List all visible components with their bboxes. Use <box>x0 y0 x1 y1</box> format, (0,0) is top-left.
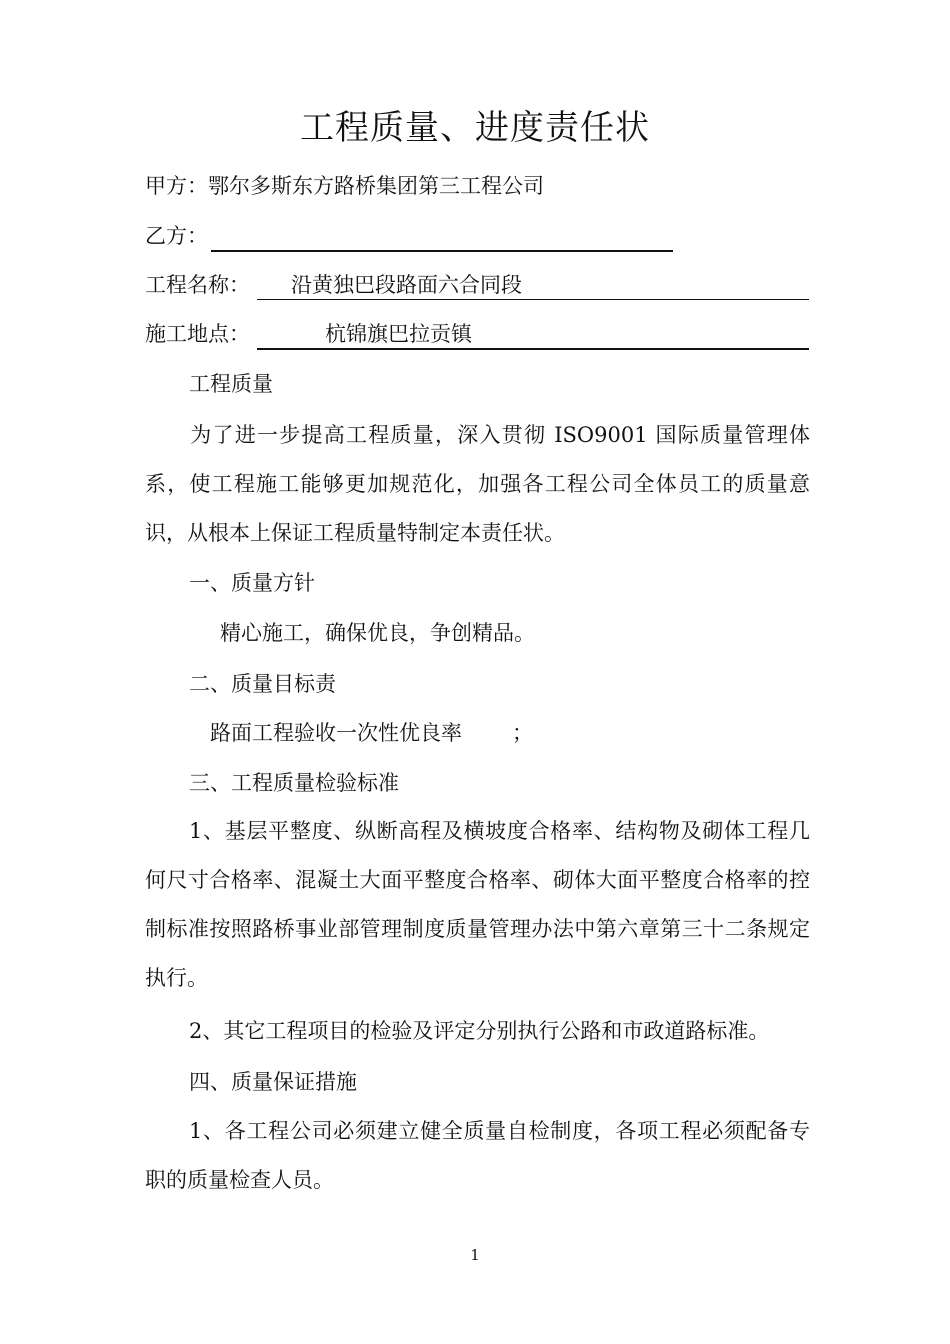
measures-item-1 <box>145 1107 810 1205</box>
party-b-label: 乙方： <box>145 224 208 248</box>
intro-paragraph-text: 为了进一步提高工程质量，深入贯彻 ISO9001 国际质量管理体系，使工程施工能够更加规范化，加强各工程公司全体员工的质量意识，从根本上保证工程质量特制定本责任状。 <box>145 423 810 545</box>
policy-text: 精心施工，确保优良，争创精品。 <box>220 621 535 645</box>
party-b-row <box>145 222 685 252</box>
party-b-blank-line <box>211 222 673 252</box>
measures-heading: 四、质量保证措施 <box>189 1070 357 1094</box>
party-a-value: 鄂尔多斯东方路桥集团第三工程公司 <box>208 174 544 198</box>
measures-item-1-text: 1、各工程公司必须建立健全质量自检制度，各项工程必须配备专职的质量检查人员。 <box>145 1119 810 1192</box>
party-a-label: 甲方： <box>145 174 208 198</box>
standard-item-2-text: 2、其它工程项目的检验及评定分别执行公路和市政道路标准。 <box>189 1019 770 1043</box>
standard-item-1-text: 1、基层平整度、纵断高程及横坡度合格率、结构物及砌体工程几何尺寸合格率、混凝土大面平整度合格率、砌体大面平整度合格率的控制标准按照路桥事业部管理制度质量管理办法中第六章第三十二条规定执行。 <box>145 819 810 990</box>
location-row <box>145 320 815 350</box>
intro-paragraph <box>145 411 810 558</box>
location-underline <box>257 320 809 350</box>
project-name-underline <box>257 271 809 300</box>
policy-heading: 一、质量方针 <box>189 571 315 595</box>
section-heading-quality: 工程质量 <box>189 372 273 396</box>
project-name-value: 沿黄独巴段路面六合同段 <box>291 273 522 297</box>
standard-item-2 <box>145 1007 810 1056</box>
standard-heading: 三、工程质量检验标准 <box>189 771 399 795</box>
document-title: 工程质量、进度责任状 <box>300 108 650 148</box>
location-label: 施工地点： <box>145 322 250 346</box>
location-value: 杭锦旗巴拉贡镇 <box>325 322 472 346</box>
project-name-label: 工程名称： <box>145 273 250 297</box>
party-a-row <box>145 172 544 200</box>
target-text-label: 路面工程验收一次性优良率 <box>210 721 462 745</box>
standard-item-1 <box>145 807 810 1003</box>
page-number: 1 <box>470 1246 480 1264</box>
target-suffix: ； <box>512 721 533 745</box>
target-heading: 二、质量目标责 <box>189 672 336 696</box>
target-text <box>210 719 533 747</box>
project-name-row <box>145 271 815 301</box>
